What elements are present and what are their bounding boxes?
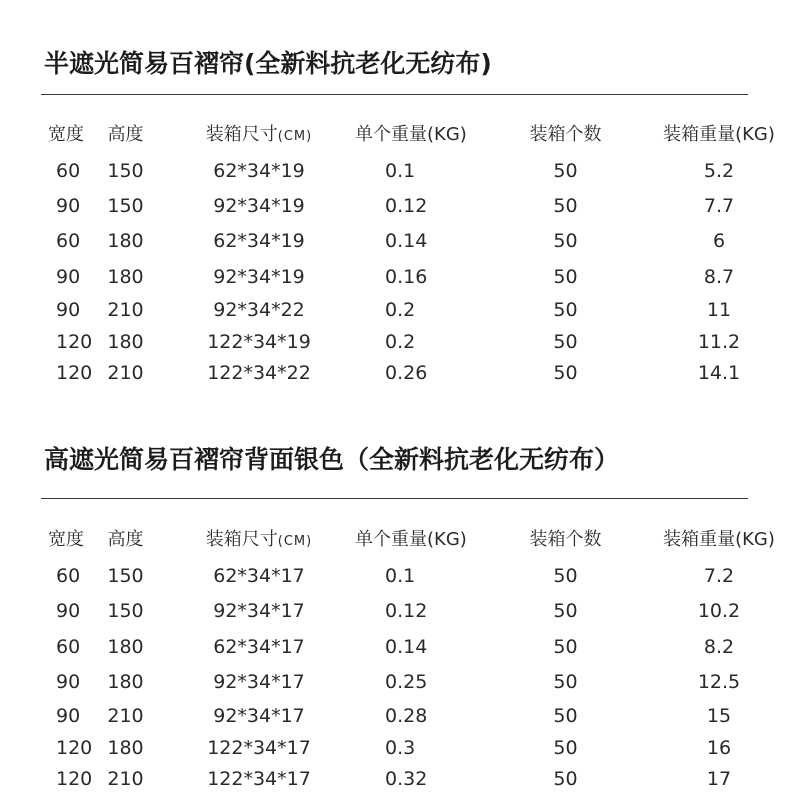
cell-box-size: 122*34*17 xyxy=(207,736,311,759)
cell-unit-weight: 0.12 xyxy=(385,194,428,217)
cell-height: 150 xyxy=(107,599,144,622)
cell-box-size: 122*34*22 xyxy=(207,361,311,384)
cell-width: 120 xyxy=(56,767,93,790)
cell-box-weight: 10.2 xyxy=(697,599,741,622)
cell-box-weight: 17 xyxy=(706,767,732,790)
table-header-row xyxy=(0,113,790,153)
table-row xyxy=(0,357,790,388)
section-divider xyxy=(41,498,748,499)
header-height: 高度 xyxy=(107,529,144,550)
cell-box-count: 50 xyxy=(553,159,578,182)
cell-unit-weight: 0.25 xyxy=(385,671,428,693)
cell-width: 90 xyxy=(56,194,81,217)
cell-box-weight: 7.2 xyxy=(703,564,735,587)
table-row xyxy=(0,153,790,188)
cell-box-size: 62*34*19 xyxy=(213,159,305,182)
cell-box-size: 92*34*17 xyxy=(213,671,305,693)
cell-box-count: 50 xyxy=(553,361,578,384)
table-row xyxy=(0,732,790,763)
cell-height: 150 xyxy=(107,194,144,217)
cell-height: 180 xyxy=(107,330,144,353)
cell-unit-weight: 0.32 xyxy=(385,767,428,790)
cell-box-size: 62*34*19 xyxy=(213,230,305,252)
header-box-count: 装箱个数 xyxy=(529,124,602,145)
cell-unit-weight: 0.28 xyxy=(385,704,428,727)
cell-height: 180 xyxy=(107,736,144,759)
cell-height: 180 xyxy=(107,230,144,252)
cell-unit-weight: 0.14 xyxy=(385,635,428,658)
cell-box-weight: 8.2 xyxy=(703,635,735,658)
cell-width: 90 xyxy=(56,671,81,693)
section-title: 半遮光简易百褶帘(全新料抗老化无纺布) xyxy=(44,49,492,78)
cell-box-size: 92*34*22 xyxy=(213,299,305,321)
section-divider xyxy=(41,94,748,95)
table-row xyxy=(0,699,790,732)
cell-box-size: 92*34*17 xyxy=(213,704,305,727)
cell-box-count: 50 xyxy=(553,704,578,727)
cell-box-count: 50 xyxy=(553,194,578,217)
cell-height: 210 xyxy=(107,299,144,321)
cell-width: 60 xyxy=(56,230,81,252)
table-row xyxy=(0,593,790,628)
table-row xyxy=(0,294,790,326)
table-row xyxy=(0,628,790,665)
table-row xyxy=(0,188,790,223)
header-box-size-label: 装箱尺寸 xyxy=(205,529,278,550)
cell-unit-weight: 0.1 xyxy=(385,564,416,587)
table-row xyxy=(0,259,790,294)
header-width: 宽度 xyxy=(48,124,84,145)
cell-unit-weight: 0.2 xyxy=(385,299,416,321)
table-body xyxy=(0,558,790,794)
header-box-size-unit: (CM) xyxy=(277,534,313,549)
cell-box-count: 50 xyxy=(553,564,578,587)
cell-box-count: 50 xyxy=(553,299,578,321)
table-row xyxy=(0,223,790,259)
cell-box-count: 50 xyxy=(553,736,578,759)
cell-box-size: 62*34*17 xyxy=(213,635,305,658)
cell-box-weight: 12.5 xyxy=(697,671,741,693)
cell-height: 180 xyxy=(107,671,144,693)
header-unit-weight: 单个重量(KG) xyxy=(355,529,467,550)
cell-box-weight: 16 xyxy=(706,736,732,759)
cell-box-count: 50 xyxy=(553,599,578,622)
cell-width: 120 xyxy=(56,736,93,759)
cell-height: 150 xyxy=(107,564,144,587)
cell-height: 210 xyxy=(107,361,144,384)
table-header-row xyxy=(0,518,790,558)
cell-height: 210 xyxy=(107,767,144,790)
cell-height: 180 xyxy=(107,265,144,288)
table-row xyxy=(0,558,790,593)
header-unit-weight: 单个重量(KG) xyxy=(355,124,467,145)
cell-box-size: 122*34*17 xyxy=(207,767,311,790)
cell-box-count: 50 xyxy=(553,230,578,252)
table-body xyxy=(0,153,790,388)
spec-table xyxy=(0,518,790,794)
cell-unit-weight: 0.2 xyxy=(385,330,416,353)
cell-height: 210 xyxy=(107,704,144,727)
table-row xyxy=(0,326,790,357)
cell-box-count: 50 xyxy=(553,635,578,658)
cell-width: 120 xyxy=(56,361,93,384)
header-box-count: 装箱个数 xyxy=(529,529,602,550)
cell-box-weight: 8.7 xyxy=(703,265,735,288)
header-box-size-label: 装箱尺寸 xyxy=(205,124,278,145)
cell-box-size: 92*34*19 xyxy=(213,265,305,288)
cell-width: 120 xyxy=(56,330,93,353)
cell-unit-weight: 0.12 xyxy=(385,599,428,622)
cell-box-size: 92*34*17 xyxy=(213,599,305,622)
cell-box-weight: 5.2 xyxy=(703,159,735,182)
header-box-size-unit: (CM) xyxy=(277,129,313,144)
cell-box-count: 50 xyxy=(553,767,578,790)
cell-width: 90 xyxy=(56,704,81,727)
cell-height: 180 xyxy=(107,635,144,658)
cell-box-weight: 14.1 xyxy=(697,361,741,384)
cell-unit-weight: 0.14 xyxy=(385,230,428,252)
section-title: 高遮光简易百褶帘背面银色（全新料抗老化无纺布） xyxy=(44,445,620,474)
cell-box-count: 50 xyxy=(553,671,578,693)
cell-width: 60 xyxy=(56,159,81,182)
cell-width: 90 xyxy=(56,299,81,321)
header-box-size xyxy=(163,518,355,558)
cell-unit-weight: 0.1 xyxy=(385,159,416,182)
cell-width: 90 xyxy=(56,599,81,622)
cell-box-weight: 15 xyxy=(706,704,732,727)
header-height: 高度 xyxy=(107,124,144,145)
cell-width: 90 xyxy=(56,265,81,288)
cell-box-weight: 11 xyxy=(706,299,732,321)
cell-box-size: 122*34*19 xyxy=(207,330,311,353)
header-width: 宽度 xyxy=(48,529,84,550)
cell-width: 60 xyxy=(56,564,81,587)
table-row xyxy=(0,763,790,794)
cell-unit-weight: 0.3 xyxy=(385,736,416,759)
cell-box-weight: 7.7 xyxy=(703,194,735,217)
header-box-weight: 装箱重量(KG) xyxy=(663,124,775,145)
table-row xyxy=(0,665,790,699)
header-box-size xyxy=(163,113,355,153)
cell-box-size: 92*34*19 xyxy=(213,194,305,217)
cell-width: 60 xyxy=(56,635,81,658)
cell-unit-weight: 0.26 xyxy=(385,361,428,384)
cell-box-count: 50 xyxy=(553,330,578,353)
header-box-weight: 装箱重量(KG) xyxy=(663,529,775,550)
cell-box-weight: 6 xyxy=(712,230,726,252)
cell-unit-weight: 0.16 xyxy=(385,265,428,288)
cell-box-size: 62*34*17 xyxy=(213,564,305,587)
cell-box-weight: 11.2 xyxy=(697,330,741,353)
spec-table xyxy=(0,113,790,388)
cell-box-count: 50 xyxy=(553,265,578,288)
cell-height: 150 xyxy=(107,159,144,182)
